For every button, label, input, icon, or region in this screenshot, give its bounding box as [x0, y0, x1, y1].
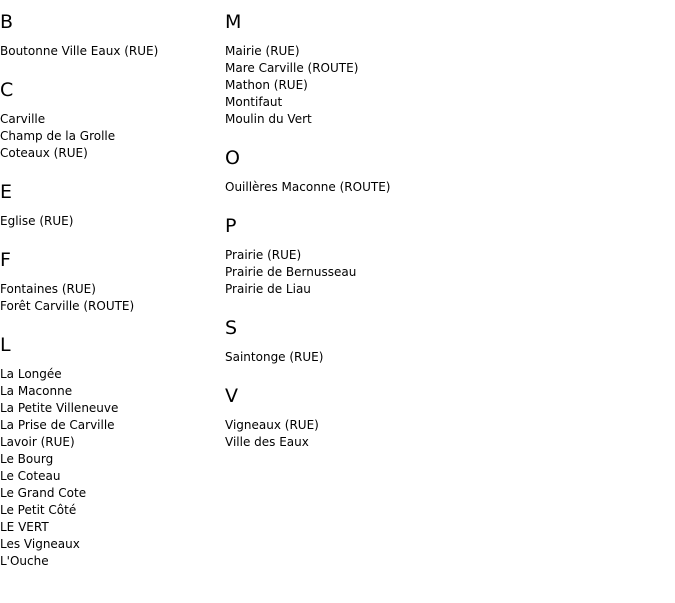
street-list — [225, 179, 645, 196]
letter-group-o — [225, 148, 645, 196]
street-link-fontaines-rue[interactable]: Fontaines (RUE) — [0, 282, 96, 296]
street-link-lavoir-rue[interactable]: Lavoir (RUE) — [0, 435, 75, 449]
street-link-prairie-rue[interactable]: Prairie (RUE) — [225, 248, 302, 262]
street-link-ouilleres-maconne-route[interactable]: Ouillères Maconne (ROUTE) — [225, 180, 391, 194]
street-list — [0, 366, 225, 570]
letter-group-f — [0, 250, 225, 315]
letter-heading: E — [0, 181, 13, 203]
street-list — [225, 417, 645, 451]
street-link-vigneaux-rue[interactable]: Vigneaux (RUE) — [225, 418, 319, 432]
street-index-right-column — [225, 0, 645, 451]
letter-heading: C — [0, 79, 14, 101]
street-list — [0, 111, 225, 162]
street-list — [225, 247, 645, 298]
letter-group-p — [225, 216, 645, 298]
street-link-montifaut[interactable]: Montifaut — [225, 95, 283, 109]
street-link-la-prise-de-carville[interactable]: La Prise de Carville — [0, 418, 115, 432]
street-list — [0, 43, 225, 60]
street-list — [0, 281, 225, 315]
street-link-carville[interactable]: Carville — [0, 112, 46, 126]
street-link-coteaux-rue[interactable]: Coteaux (RUE) — [0, 146, 88, 160]
letter-group-e — [0, 182, 225, 230]
street-link-boutonne-ville-eaux-rue[interactable]: Boutonne Ville Eaux (RUE) — [0, 44, 159, 58]
letter-group-m — [225, 12, 645, 128]
letter-heading: B — [0, 11, 14, 33]
street-link-prairie-de-bernusseau[interactable]: Prairie de Bernusseau — [225, 265, 357, 279]
letter-heading: S — [225, 317, 238, 339]
street-link-prairie-de-liau[interactable]: Prairie de Liau — [225, 282, 311, 296]
street-link-foret-carville-route[interactable]: Forêt Carville (ROUTE) — [0, 299, 135, 313]
street-link-saintonge-rue[interactable]: Saintonge (RUE) — [225, 350, 324, 364]
letter-group-b — [0, 12, 225, 60]
letter-group-v — [225, 386, 645, 451]
street-index-left-column — [0, 0, 225, 570]
street-list — [0, 213, 225, 230]
street-link-le-coteau[interactable]: Le Coteau — [0, 469, 61, 483]
letter-group-c — [0, 80, 225, 162]
street-link-le-vert[interactable]: LE VERT — [0, 520, 49, 534]
street-list — [225, 43, 645, 128]
street-link-mairie-rue[interactable]: Mairie (RUE) — [225, 44, 300, 58]
letter-heading: P — [225, 215, 237, 237]
street-link-eglise-rue[interactable]: Eglise (RUE) — [0, 214, 74, 228]
letter-heading: F — [0, 249, 11, 271]
street-link-mathon-rue[interactable]: Mathon (RUE) — [225, 78, 308, 92]
letter-heading: V — [225, 385, 238, 407]
letter-group-s — [225, 318, 645, 366]
street-link-les-vigneaux[interactable]: Les Vigneaux — [0, 537, 80, 551]
letter-heading: O — [225, 147, 240, 169]
street-link-mare-carville-route[interactable]: Mare Carville (ROUTE) — [225, 61, 359, 75]
street-link-champ-de-la-grolle[interactable]: Champ de la Grolle — [0, 129, 116, 143]
street-link-la-longee[interactable]: La Longée — [0, 367, 62, 381]
street-link-moulin-du-vert[interactable]: Moulin du Vert — [225, 112, 312, 126]
letter-group-l — [0, 335, 225, 570]
letter-heading: L — [0, 334, 11, 356]
letter-heading: M — [225, 11, 242, 33]
street-link-le-bourg[interactable]: Le Bourg — [0, 452, 54, 466]
street-link-le-petit-cote[interactable]: Le Petit Côté — [0, 503, 77, 517]
street-link-la-petite-villeneuve[interactable]: La Petite Villeneuve — [0, 401, 119, 415]
street-link-ville-des-eaux[interactable]: Ville des Eaux — [225, 435, 309, 449]
street-link-l-ouche[interactable]: L'Ouche — [0, 554, 49, 568]
street-link-le-grand-cote[interactable]: Le Grand Cote — [0, 486, 87, 500]
street-list — [225, 349, 645, 366]
street-link-la-maconne[interactable]: La Maconne — [0, 384, 73, 398]
